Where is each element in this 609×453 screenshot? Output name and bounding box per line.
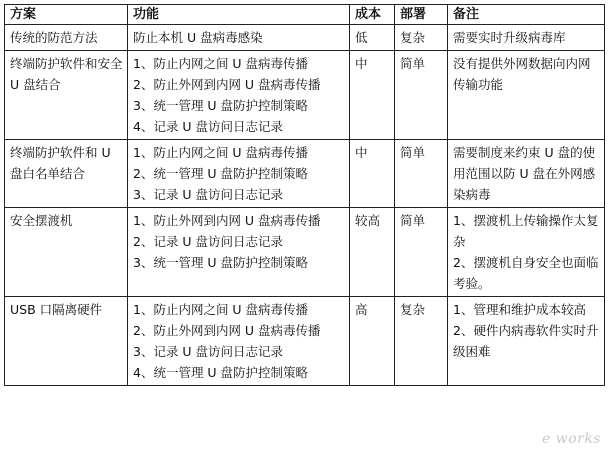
function-item: 3、统一管理 U 盘防护控制策略 [133, 255, 309, 270]
scheme-cell: 安全摆渡机 [5, 208, 128, 297]
cost-cell: 高 [350, 297, 395, 386]
function-cell [128, 208, 350, 297]
scheme-cell: USB 口隔离硬件 [5, 297, 128, 386]
table-row [5, 140, 605, 208]
function-cell [128, 140, 350, 208]
notes-cell [448, 297, 605, 386]
note-item: 没有提供外网数据向内网传输功能 [453, 56, 591, 92]
deploy-cell: 复杂 [395, 297, 448, 386]
table-row [5, 208, 605, 297]
function-cell [128, 51, 350, 140]
header-function: 功能 [128, 5, 350, 25]
cost-cell: 较高 [350, 208, 395, 297]
note-item: 需要实时升级病毒库 [453, 30, 566, 45]
function-item: 1、防止外网到内网 U 盘病毒传播 [133, 213, 321, 228]
function-item: 防止本机 U 盘病毒感染 [133, 30, 263, 45]
function-cell [128, 297, 350, 386]
cost-cell: 中 [350, 140, 395, 208]
deploy-cell: 复杂 [395, 25, 448, 51]
deploy-cell: 简单 [395, 208, 448, 297]
table-row [5, 25, 605, 51]
function-cell [128, 25, 350, 51]
note-item: 2、硬件内病毒软件实时升级困难 [453, 323, 599, 359]
note-item: 需要制度来约束 U 盘的使用范围以防 U 盘在外网感染病毒 [453, 145, 596, 202]
cost-cell: 低 [350, 25, 395, 51]
scheme-cell: 终端防护软件和安全 U 盘结合 [5, 51, 128, 140]
function-item: 2、统一管理 U 盘防护控制策略 [133, 166, 309, 181]
function-item: 1、防止内网之间 U 盘病毒传播 [133, 302, 309, 317]
function-item: 1、防止内网之间 U 盘病毒传播 [133, 145, 309, 160]
deploy-cell: 简单 [395, 140, 448, 208]
function-item: 2、防止外网到内网 U 盘病毒传播 [133, 77, 321, 92]
function-item: 1、防止内网之间 U 盘病毒传播 [133, 56, 309, 71]
function-item: 4、统一管理 U 盘防护控制策略 [133, 365, 309, 380]
table-row [5, 51, 605, 140]
scheme-cell: 传统的防范方法 [5, 25, 128, 51]
notes-cell [448, 25, 605, 51]
notes-cell [448, 140, 605, 208]
function-item: 3、记录 U 盘访问日志记录 [133, 344, 284, 359]
function-item: 2、记录 U 盘访问日志记录 [133, 234, 284, 249]
table-row [5, 297, 605, 386]
watermark-logo: e works [541, 431, 601, 447]
scheme-cell: 终端防护软件和 U 盘白名单结合 [5, 140, 128, 208]
function-item: 4、记录 U 盘访问日志记录 [133, 119, 284, 134]
header-notes: 备注 [448, 5, 605, 25]
header-cost: 成本 [350, 5, 395, 25]
cost-cell: 中 [350, 51, 395, 140]
deploy-cell: 简单 [395, 51, 448, 140]
header-scheme: 方案 [5, 5, 128, 25]
function-item: 2、防止外网到内网 U 盘病毒传播 [133, 323, 321, 338]
note-item: 2、摆渡机自身安全也面临考验。 [453, 255, 599, 291]
notes-cell [448, 208, 605, 297]
notes-cell [448, 51, 605, 140]
note-item: 1、摆渡机上传输操作太复杂 [453, 213, 599, 249]
function-item: 3、记录 U 盘访问日志记录 [133, 187, 284, 202]
header-row [5, 5, 605, 25]
header-deploy: 部署 [395, 5, 448, 25]
function-item: 3、统一管理 U 盘防护控制策略 [133, 98, 309, 113]
note-item: 1、管理和维护成本较高 [453, 302, 586, 317]
comparison-table [4, 4, 605, 386]
